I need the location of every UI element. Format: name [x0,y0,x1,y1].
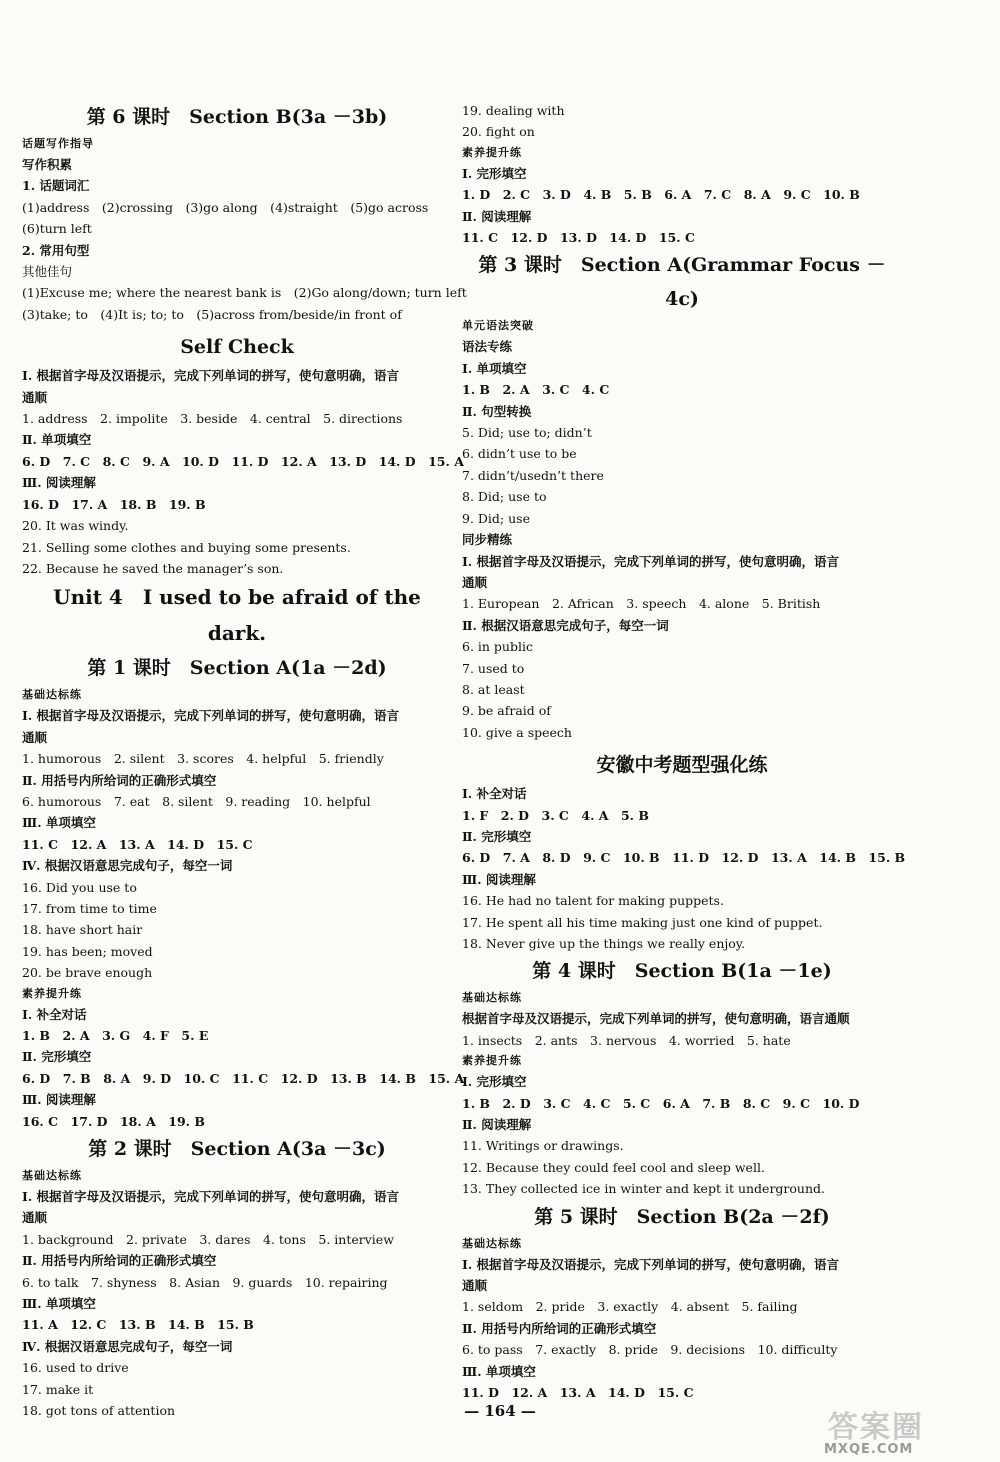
answer-line: (3)take; to (4)It is; to; to (5)across from/beside/in front of [22,306,402,322]
lesson-heading: 第 6 课时 Section B(3a －3b) [86,106,388,128]
answer-line-bold: Ⅱ. 用括号内所给词的正确形式填空 [22,1253,217,1269]
answer-line-bold: 11. D 12. A 13. A 14. D 15. C [462,1385,694,1401]
lesson-heading: 第 3 课时 Section A(Grammar Focus －4c) [478,254,886,311]
answer-line-bold: 2. 常用句型 [22,242,90,258]
answer-line-bold: 6. D 7. B 8. A 9. D 10. C 11. C 12. D 13. B 14. B 15. A [22,1070,465,1086]
answer-line-bold: Ⅰ. 完形填空 [462,1074,527,1090]
answer-line: 8. Did; use to [462,489,547,505]
answer-line: 17. from time to time [22,900,157,916]
answer-line: 9. Did; use [462,510,530,526]
answer-line-bold: Ⅰ. 根据首字母及汉语提示，完成下列单词的拼写，使句意明确，语言 [462,553,840,569]
answer-line-bold: 1. B 2. A 3. G 4. F 5. E [22,1028,209,1043]
section-label: 素养提升练 [462,145,522,159]
answer-line: 16. Did you use to [22,879,137,895]
answer-line-bold: Ⅰ. 根据首字母及汉语提示，完成下列单词的拼写，使句意明确，语言 [22,1189,400,1205]
section-label: 话题写作指导 [22,137,94,150]
answer-line-bold: Ⅰ. 补全对话 [22,1006,87,1022]
answer-line: 5. Did; use to; didn’t [462,425,592,441]
section-label: 基础达标练 [462,991,522,1005]
right-column [462,100,906,1404]
answer-line-bold: Ⅲ. 阅读理解 [22,1092,96,1108]
answer-line: 13. They collected ice in winter and kept it underground. [462,1181,825,1197]
section-label: 基础达标练 [462,1236,522,1250]
answer-line: 19. dealing with [462,103,565,118]
answer-line-bold: 6. D 7. C 8. C 9. A 10. D 11. D 12. A 13. D 14. D 15. A [22,453,464,469]
answer-line-bold: 1. D 2. C 3. D 4. B 5. B 6. A 7. C 8. A 9. C 10. B [462,187,860,203]
answer-line-bold: 语法专练 [462,339,513,355]
watermark-logo: 答案圈 [828,1410,924,1445]
answer-line-bold: 1. B 2. A 3. C 4. C [462,382,610,398]
section-label: 单元语法突破 [462,319,534,333]
answer-line-bold: 写作积累 [22,157,73,172]
answer-line: (1)address (2)crossing (3)go along (4)straight (5)go across [22,199,429,215]
answer-line: 18. Never give up the things we really enjoy. [462,936,746,951]
answer-line-bold: 16. C 17. D 18. A 19. B [22,1113,205,1129]
answer-line-bold: Ⅱ. 用括号内所给词的正确形式填空 [462,1320,657,1336]
section-heading: 安徽中考题型强化练 [596,754,768,777]
unit-heading: Unit 4 I used to be afraid of the dark. [53,585,421,646]
answer-line-bold: Ⅲ. 单项填空 [22,815,96,831]
answer-line-bold: Ⅰ. 根据首字母及汉语提示，完成下列单词的拼写，使句意明确，语言 [462,1256,840,1272]
answer-line: 17. He spent all his time making just one kind of puppet. [462,914,823,930]
answer-line-bold: Ⅰ. 单项填空 [462,360,527,376]
answer-line-bold: Ⅰ. 根据首字母及汉语提示，完成下列单词的拼写，使句意明确，语言 [22,368,400,384]
lesson-heading: 第 4 课时 Section B(1a －1e) [532,960,832,983]
answer-line-bold: 1. F 2. D 3. C 4. A 5. B [462,807,649,823]
answer-line-bold: Ⅰ. 根据首字母及汉语提示，完成下列单词的拼写，使句意明确，语言 [22,708,400,724]
answer-line-bold: Ⅲ. 阅读理解 [22,475,96,491]
answer-line: 6. in public [462,639,533,655]
answer-line: 1. address 2. impolite 3. beside 4. central 5. directions [22,411,403,427]
answer-line-bold: Ⅱ. 阅读理解 [462,1117,532,1133]
answer-line: 9. be afraid of [462,703,551,719]
answer-line: 7. didn’t/usedn’t there [462,467,604,483]
answer-line: 其他佳句 [22,264,73,280]
answer-line-bold: Ⅱ. 完形填空 [462,828,532,844]
section-heading: Self Check [180,336,294,359]
answer-line-bold: Ⅱ. 根据汉语意思完成句子，每空一词 [462,617,669,633]
answer-line: 22. Because he saved the manager’s son. [22,560,284,576]
answer-line: 20. It was windy. [22,518,129,534]
answer-line-bold: 1. B 2. D 3. C 4. C 5. C 6. A 7. B 8. C 9. C 10. D [462,1095,860,1111]
answer-line-bold: Ⅳ. 根据汉语意思完成句子，每空一词 [22,1338,233,1354]
answer-line: 21. Selling some clothes and buying some presents. [22,539,351,555]
answer-line: 16. He had no talent for making puppets. [462,893,724,909]
answer-line-bold: 11. A 12. C 13. B 14. B 15. B [22,1317,254,1333]
answer-line-bold: 根据首字母及汉语提示，完成下列单词的拼写，使句意明确，语言通顺 [462,1011,850,1027]
answer-line: 6. humorous 7. eat 8. silent 9. reading 10. helpful [22,793,371,809]
answer-line-bold: Ⅰ. 补全对话 [462,786,527,802]
answer-line: 20. be brave enough [22,965,153,981]
lesson-heading: 第 1 课时 Section A(1a －2d) [87,657,387,680]
section-label: 素养提升练 [462,1054,522,1068]
answer-line: (6)turn left [22,221,92,237]
answer-line-bold: Ⅱ. 单项填空 [22,432,92,448]
answer-line: 10. give a speech [462,724,572,740]
answer-line-bold: Ⅲ. 阅读理解 [462,871,536,887]
section-label: 基础达标练 [22,1169,82,1183]
answer-line: 1. European 2. African 3. speech 4. alone 5. British [462,596,821,612]
lesson-heading: 第 5 课时 Section B(2a －2f) [534,1205,830,1228]
answer-line-bold: Ⅳ. 根据汉语意思完成句子，每空一词 [22,858,233,874]
answer-line-bold: 1. 话题词汇 [22,178,90,194]
answer-line: 1. seldom 2. pride 3. exactly 4. absent 5. failing [462,1299,798,1315]
answer-line-bold: Ⅱ. 句型转换 [462,403,532,419]
answer-line-bold: Ⅱ. 用括号内所给词的正确形式填空 [22,772,217,788]
answer-line-bold: 通顺 [22,389,48,405]
answer-line: 1. background 2. private 3. dares 4. tons 5. interview [22,1231,394,1247]
answer-line: 18. got tons of attention [22,1403,176,1419]
answer-line-bold: 6. D 7. A 8. D 9. C 10. B 11. D 12. D 13. A 14. B 15. B [462,850,906,866]
answer-line: 7. used to [462,660,525,676]
answer-line-bold: 通顺 [22,1210,48,1226]
answer-line: (1)Excuse me; where the nearest bank is (2)Go along/down; turn left [22,285,467,301]
answer-line: 6. to pass 7. exactly 8. pride 9. decisions 10. difficulty [462,1342,838,1358]
answer-line-bold: 11. C 12. A 13. A 14. D 15. C [22,836,253,852]
watermark [820,1408,990,1458]
answer-line-bold: Ⅲ. 单项填空 [22,1296,96,1312]
watermark-site: MXQE.COM [824,1442,914,1457]
answer-line: 19. has been; moved [22,943,153,959]
answer-line-bold: Ⅰ. 完形填空 [462,165,527,181]
answer-line: 18. have short hair [22,922,143,938]
section-label: 素养提升练 [22,986,82,1000]
answer-line: 11. Writings or drawings. [462,1138,624,1154]
answer-line: 1. humorous 2. silent 3. scores 4. helpful 5. friendly [22,751,384,767]
left-column [22,100,467,1422]
answer-line-bold: Ⅲ. 单项填空 [462,1363,536,1379]
answer-line-bold: Ⅱ. 完形填空 [22,1049,92,1065]
section-label: 基础达标练 [22,688,82,702]
answer-line-bold: 通顺 [462,574,488,590]
answer-line: 1. insects 2. ants 3. nervous 4. worried 5. hate [462,1032,791,1048]
answer-line-bold: 通顺 [22,729,48,745]
answer-line-bold: 11. C 12. D 13. D 14. D 15. C [462,230,695,246]
answer-line: 6. didn’t use to be [462,446,577,462]
answer-line: 20. fight on [462,124,535,140]
answer-line: 17. make it [22,1381,94,1397]
answer-line-bold: 同步精练 [462,532,513,548]
answer-line-bold: 16. D 17. A 18. B 19. B [22,496,206,512]
lesson-heading: 第 2 课时 Section A(3a －3c) [88,1138,386,1161]
answer-line: 16. used to drive [22,1360,129,1376]
answer-line-bold: 通顺 [462,1278,488,1294]
page-number: — 164 — [464,1402,536,1420]
answer-line: 8. at least [462,681,525,697]
answer-line: 12. Because they could feel cool and sleep well. [462,1159,765,1175]
answer-line-bold: Ⅱ. 阅读理解 [462,208,532,224]
answer-line: 6. to talk 7. shyness 8. Asian 9. guards 10. repairing [22,1274,388,1290]
